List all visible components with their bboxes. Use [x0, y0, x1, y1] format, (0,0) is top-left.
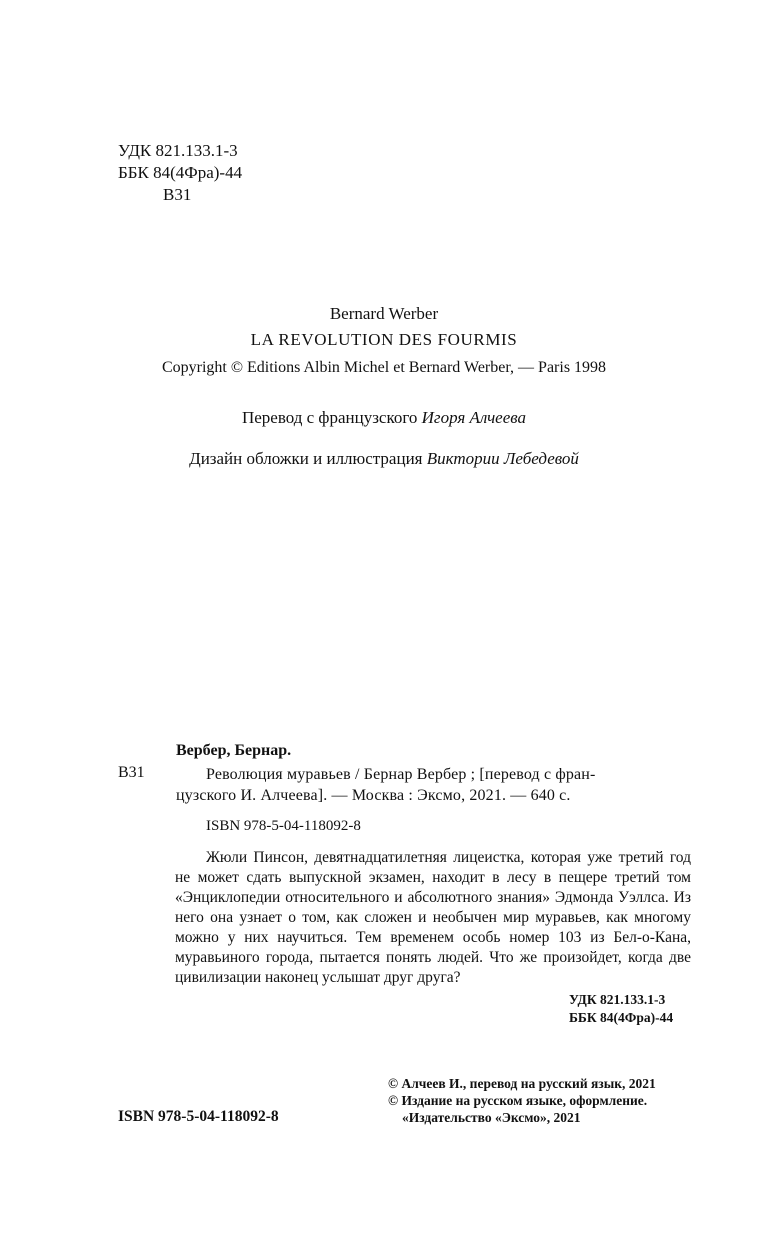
designer-name: Виктории Лебедевой	[426, 449, 579, 468]
original-author: Bernard Werber	[329, 304, 439, 323]
original-title: LA REVOLUTION DES FOURMIS	[250, 330, 518, 349]
author-mark-top: В31	[163, 185, 192, 204]
annotation-text: Жюли Пинсон, девятнадцатилетняя лицеистка, которая уже третий год не может сдать выпускной экзамен, находит в лесу в пещере третий том «Энциклопедии относительного и абсолютного знания» Эдмонда Уэллса. Из него она узнает о том, как сложен и необычен мир муравьев, как многому можно у них научиться. Тем временем особь номер 103 из Бел-о-Кана, муравьиного города, пытается понять людей. Что же произойдет, когда две цивилизации наконец услышат друг друга?	[175, 849, 691, 986]
catalog-bbk: ББК 84(4Фра)-44	[569, 1010, 674, 1025]
annotation	[175, 848, 691, 988]
catalog-description-line1: Революция муравьев / Бернар Вербер ; [перевод с фран-	[206, 766, 596, 783]
udk-code-top: УДК 821.133.1-3	[118, 141, 238, 160]
catalog-description-line2: цузского И. Алчеева]. — Москва : Эксмо, 2021. — 640 с.	[176, 787, 571, 804]
translation-credit	[0, 406, 768, 430]
design-credit	[0, 447, 768, 471]
footer-isbn: ISBN 978-5-04-118092-8	[118, 1108, 279, 1125]
catalog-mark: В31	[118, 764, 145, 781]
catalog-heading: Вербер, Бернар.	[176, 742, 292, 759]
design-prefix: Дизайн обложки и иллюстрация	[189, 449, 427, 468]
original-copyright: Copyright © Editions Albin Michel et Bernard Werber, — Paris 1998	[161, 359, 607, 376]
bbk-code-top: ББК 84(4Фра)-44	[118, 163, 243, 182]
copyright-translation: © Алчеев И., перевод на русский язык, 2021	[388, 1076, 656, 1091]
publisher-copyright: «Издательство «Эксмо», 2021	[402, 1110, 581, 1125]
catalog-udk: УДК 821.133.1-3	[569, 992, 666, 1007]
copyright-edition: © Издание на русском языке, оформление.	[388, 1093, 648, 1108]
translator-name: Игоря Алчеева	[421, 408, 527, 427]
translation-prefix: Перевод с французского	[241, 408, 422, 427]
catalog-isbn: ISBN 978-5-04-118092-8	[206, 818, 361, 834]
